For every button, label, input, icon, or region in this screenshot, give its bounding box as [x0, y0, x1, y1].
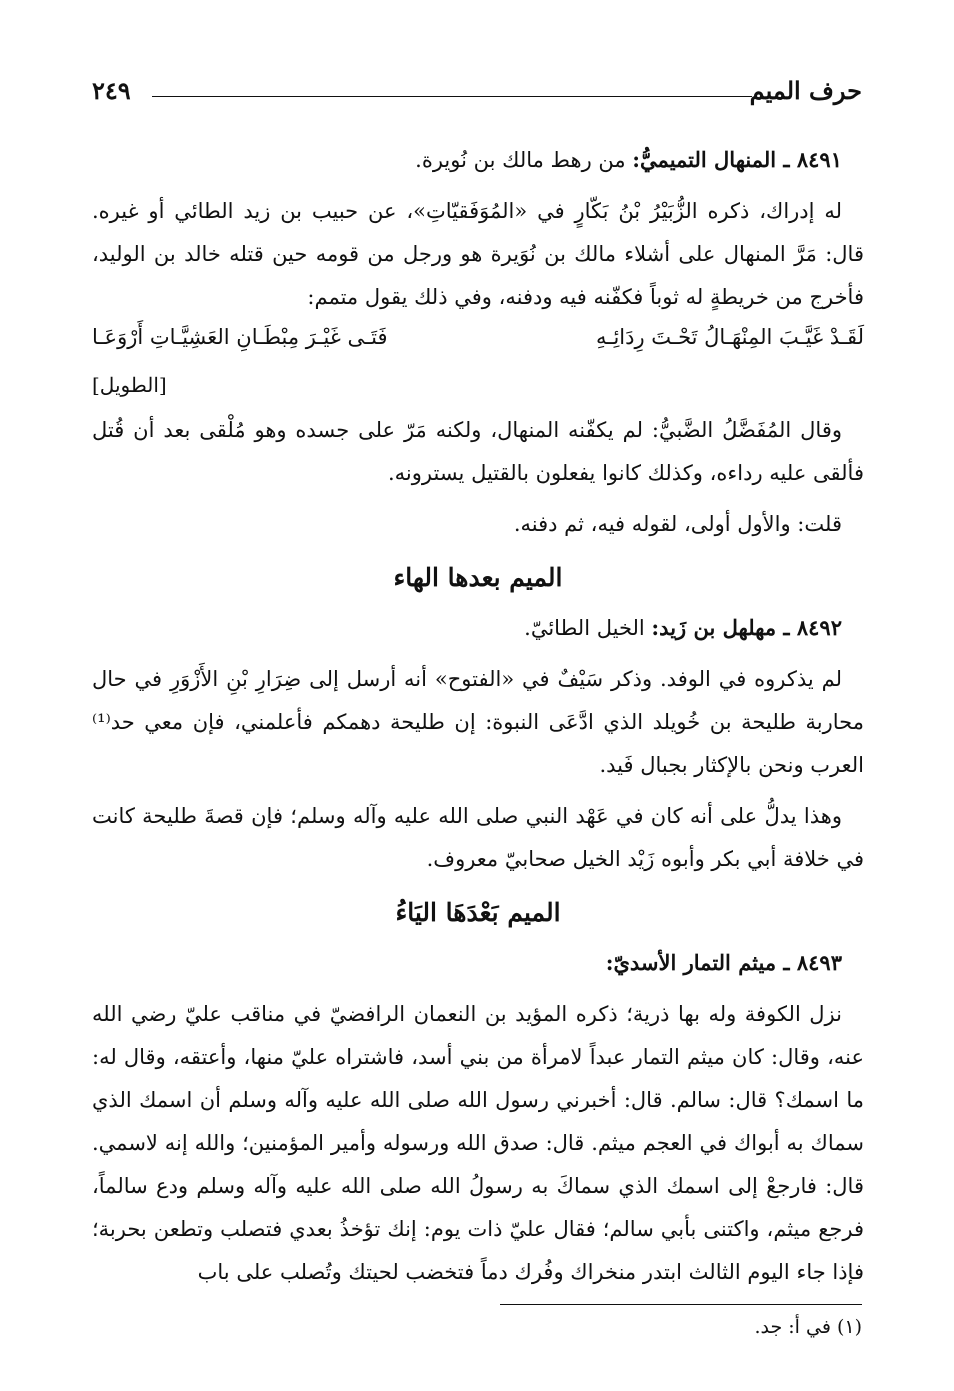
verse-meter: [الطويل] [92, 373, 167, 397]
entry-8491-paragraph-3: قلت: والأول أولى، لقوله فيه، ثم دفنه. [513, 512, 842, 536]
entry-8491-subtitle: من رهط مالك بن نُويرة. [415, 148, 633, 172]
entry-8491-heading [92, 138, 864, 182]
entry-8492-heading [92, 606, 864, 650]
header-rule [152, 96, 752, 97]
entry-8492-title: ٨٤٩٢ ـ مهلهل بن زَيد: [651, 615, 842, 640]
entry-8492-subtitle: الخيل الطائيّ. [524, 616, 652, 640]
entry-8492-paragraph-2: وهذا يدلُّ على أنه كان في عَهْد النبي صلى الله عليه وآله وسلم؛ فإن قصةَ طليحة كانت في خلافة أبي بكر وأبوه زَيْد الخيل صحابيّ معروف. [92, 804, 864, 871]
entry-8493-title: ٨٤٩٣ ـ ميثم التمار الأسديّ: [605, 950, 842, 975]
verse-second-hemistich: فَتَـى غَيْـرَ مِبْطَـانِ العَشِيَّـاتِ أَرْوَعَـا [92, 325, 388, 349]
footnote-rule [500, 1304, 862, 1305]
verse-line [92, 325, 864, 369]
entry-8491-title: ٨٤٩١ ـ المنهال التميميُّ: [632, 147, 842, 172]
entry-8493-heading [92, 941, 864, 985]
page-body [92, 138, 864, 1294]
running-header [92, 72, 862, 112]
entry-8493-paragraph-1: نزل الكوفة وله بها ذرية؛ ذكره المؤيد بن النعمان الرافضيّ في مناقب عليّ رضي الله عنه، وقال: كان ميثم التمار عبداً لامرأة من بني أسد، فاشتراه عليّ منها، وأعتقه، وقال له: ما اسمك؟ قال: سالم. قال: أخبرني رسول الله صلى الله عليه وآله وسلم أن اسمك الذي سماك به أبواك في العجم ميثم. قال: صدق الله ورسوله وأمير المؤمنين؛ والله إنه لاسمي. قال: فارجعْ إلى اسمك الذي سماكَ به رسولُ الله صلى الله عليه وآله وسلم ودع سالماً، فرجع ميثم، واكتنى بأبي سالم؛ فقال عليّ ذات يوم: إنك تؤخذُ بعدي فتصلب وتطعن بحربة؛ فإذا جاء اليوم الثالث ابتدر منخراك وفُرك دماً فتخضب لحيتك وتُصلب على باب [92, 1002, 864, 1284]
verse-first-hemistich: لَقَـدْ غَيَّـبَ المِنْهَـالُ تَحْـتَ رِدَائِـهِ [596, 325, 864, 349]
section-heading-ha: الميم بعدها الهاء [393, 563, 563, 592]
entry-8492-paragraph-1: لم يذكروه في الوفد. وذكر سَيْفٌ في «الفتوح» أنه أرسل إلى ضِرَارِ بْنِ الأَزْوَرِ في حال محاربة طليحة بن خُويلد الذي ادَّعَى النبوة: إن طليحة دهمكم فأعلمني، فإن معي حد⁽¹⁾ العرب ونحن بالإكثار بجبال فَيد. [92, 667, 864, 777]
entry-8491-paragraph-1: له إدراك، ذكره الزُّبَيْرُ بْنُ بَكّارٍ في «المُوَفَقيّاتِ»، عن حبيب بن زيد الطائي أو غيره. قال: مَرَّ المنهال على أشلاء مالك بن نُوَيرة هو ورجل من قومه حين قتله خالد بن الوليد، فأخرج من خريطةٍ له ثوباً فكفّنه فيه ودفنه، وفي ذلك يقول متمم: [92, 199, 864, 309]
section-heading-ya: الميم بَعْدَهَا اليَاءُ [395, 898, 561, 927]
page-number: ٢٤٩ [92, 76, 131, 105]
chapter-title: حرف الميم [749, 76, 862, 105]
footnote: (١) في أ: جد. [754, 1316, 862, 1338]
entry-8491-paragraph-2: وقال المُفَضَّلُ الضَّبيُّ: لم يكفّنه المنهال، ولكنه مَرّ على جسده وهو مُلْقى بعد أن قُتل فألقى عليه رداءه، وكذلك كانوا يفعلون بالقتيل يسترونه. [92, 418, 864, 485]
